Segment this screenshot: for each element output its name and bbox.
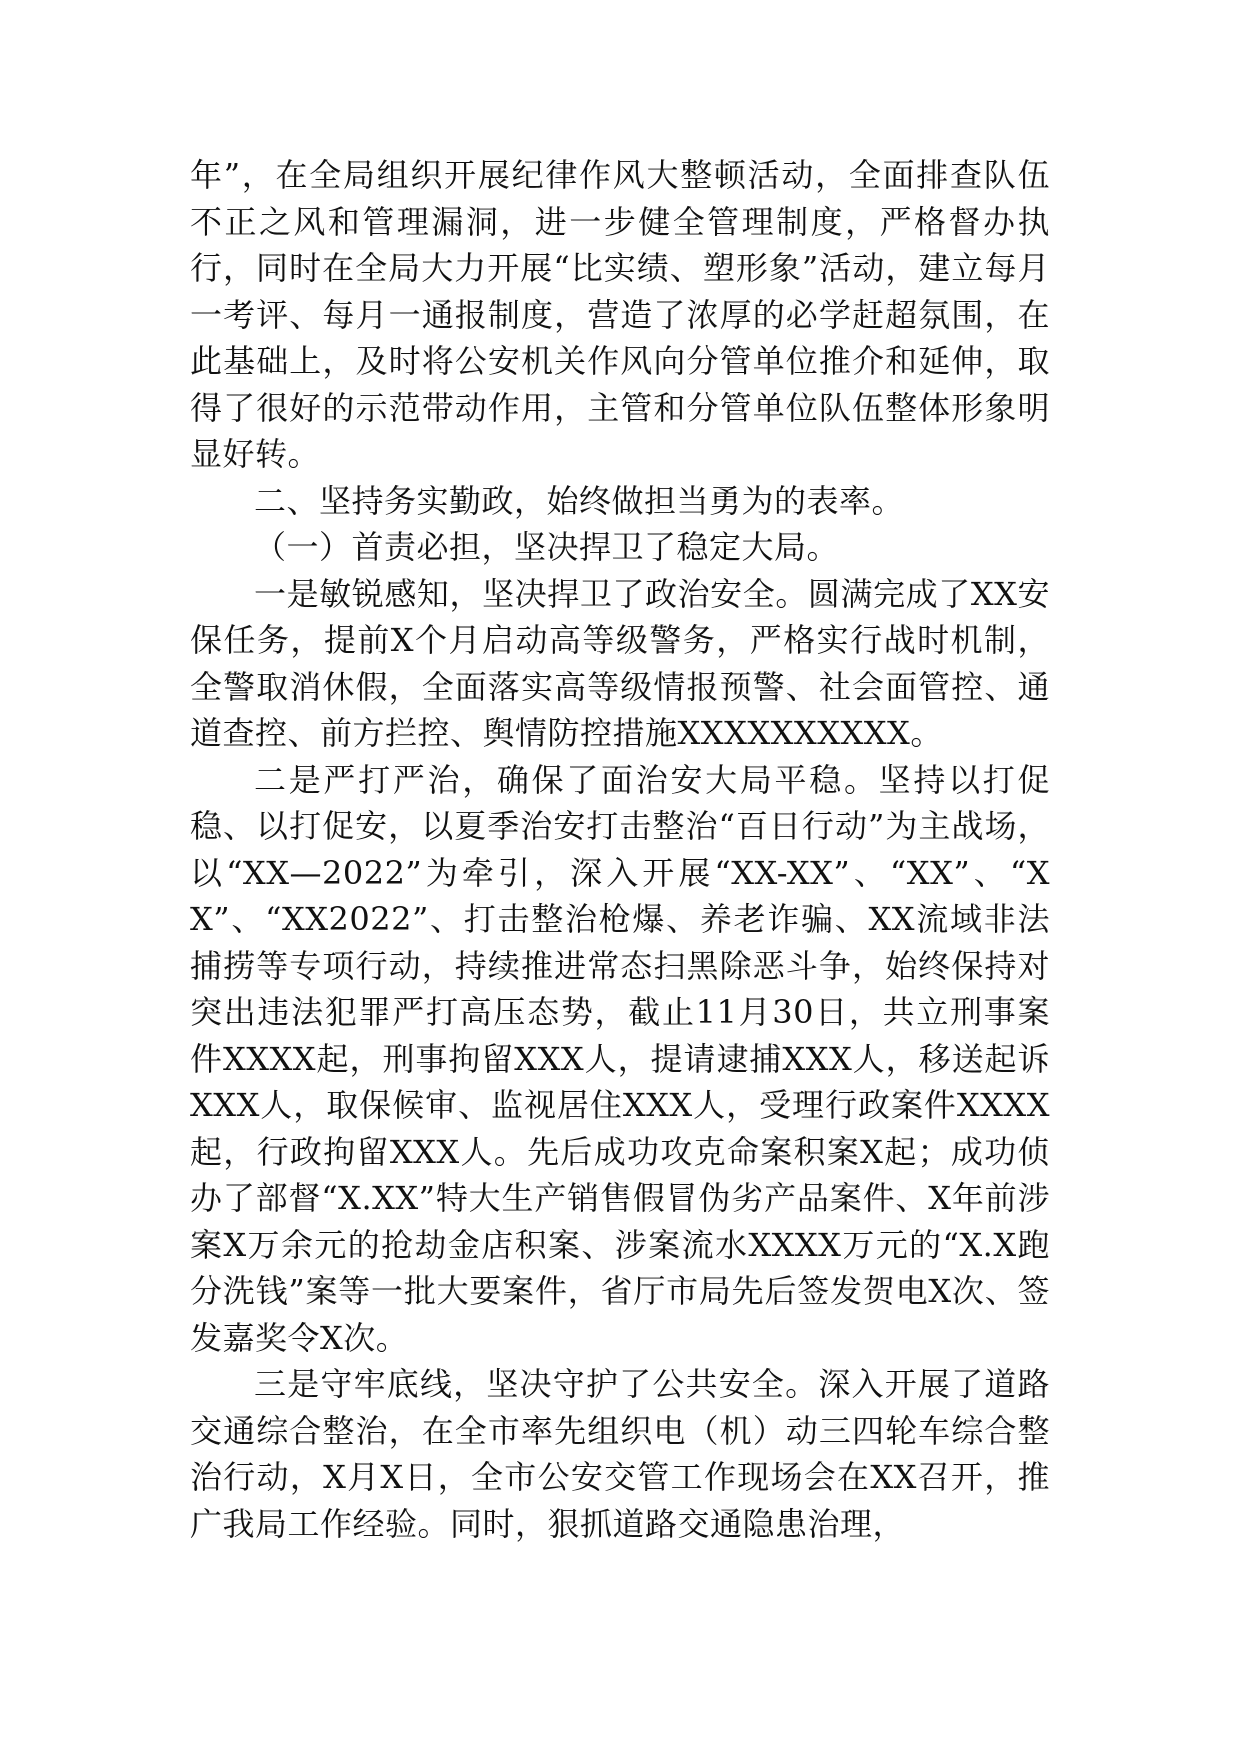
section-heading-pragmatic-governance: 二、坚持务实勤政，始终做担当勇为的表率。 — [254, 481, 905, 520]
paragraph-political-security: 一是敏锐感知，坚决捍卫了政治安全。圆满完成了XX安保任务，提前X个月启动高等级警务，严格实行战时机制，全警取消休假，全面落实高等级情报预警、社会面管控、通道查控、前方拦控、舆情防控措施XXXXXXXXXX。 — [190, 574, 1050, 752]
document-body — [190, 152, 1050, 1547]
paragraph-public-safety: 三是守牢底线，坚决守护了公共安全。深入开展了道路交通综合整治，在全市率先组织电（机）动三四轮车综合整治行动，X月X日，全市公安交管工作现场会在XX召开，推广我局工作经验。同时，狠抓道路交通隐患治理， — [190, 1365, 1050, 1543]
subsection-heading-stability: （一）首责必担，坚决捍卫了稳定大局。 — [254, 528, 840, 566]
paragraph-discipline-rectification: 年”，在全局组织开展纪律作风大整顿活动，全面排查队伍不正之风和管理漏洞，进一步健全管理制度，严格督办执行，同时在全局大力开展“比实绩、塑形象”活动，建立每月一考评、每月一通报制度，营造了浓厚的必学赶超氛围，在此基础上，及时将公安机关作风向分管单位推介和延伸，取得了很好的示范带动作用，主管和分管单位队伍整体形象明显好转。 — [190, 156, 1050, 473]
paragraph-crackdown-public-order: 二是严打严治，确保了面治安大局平稳。坚持以打促稳、以打促安，以夏季治安打击整治“百日行动”为主战场，以“XX—2022”为牵引，深入开展“XX-XX”、“XX”、“XX”、“XX2022”、打击整治枪爆、养老诈骗、XX流域非法捕捞等专项行动，持续推进常态扫黑除恶斗争，始终保持对突出违法犯罪严打高压态势，截止11月30日，共立刑事案件XXXX起，刑事拘留XXX人，提请逮捕XXX人，移送起诉XXX人，取保候审、监视居住XXX人，受理行政案件XXXX起，行政拘留XXX人。先后成功攻克命案积案X起；成功侦办了部督“X.XX”特大生产销售假冒伪劣产品案件、X年前涉案X万余元的抢劫金店积案、涉案流水XXXX万元的“X.X跑分洗钱”案等一批大要案件，省厅市局先后签发贺电X次、签发嘉奖令X次。 — [190, 760, 1050, 1357]
